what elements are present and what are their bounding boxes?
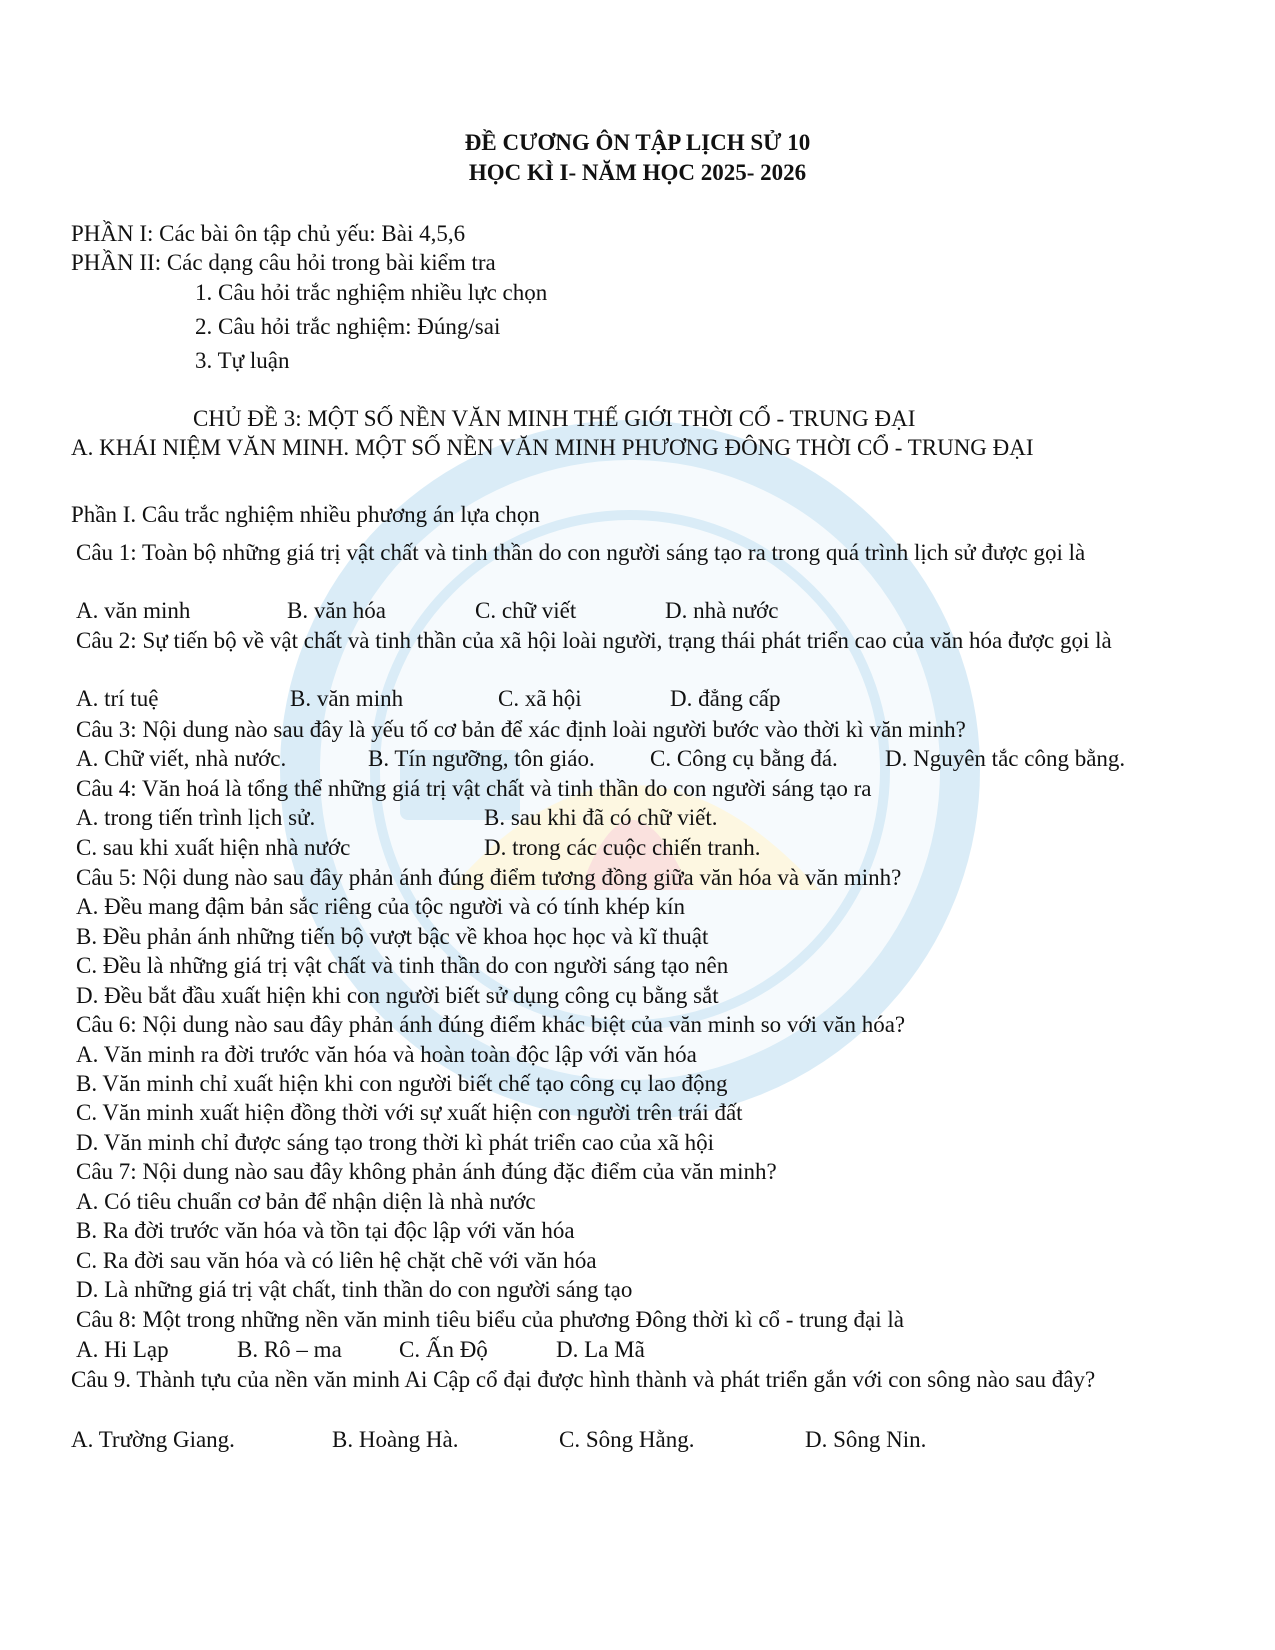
part-one-line: PHẦN I: Các bài ôn tập chủ yếu: Bài 4,5,6 bbox=[71, 221, 466, 246]
option-c: C. Văn minh xuất hiện đồng thời với sự xuất hiện con người trên trái đất bbox=[76, 1100, 743, 1125]
question-5: Câu 5: Nội dung nào sau đây phản ánh đúng điểm tương đồng giữa văn hóa và văn minh? bbox=[76, 865, 902, 890]
option-b: B. văn minh bbox=[290, 686, 404, 711]
option-b: B. Tín ngưỡng, tôn giáo. bbox=[368, 746, 595, 771]
question-4-options-row1 bbox=[0, 804, 1275, 832]
topic-heading: CHỦ ĐỀ 3: MỘT SỐ NỀN VĂN MINH THẾ GIỚI THỜI CỔ - TRUNG ĐẠI bbox=[193, 406, 916, 431]
document-title: ĐỀ CƯƠNG ÔN TẬP LỊCH SỬ 10 bbox=[464, 130, 811, 155]
option-d: D. Là những giá trị vật chất, tinh thần do con người sáng tạo bbox=[76, 1277, 633, 1302]
option-d: D. Đều bắt đầu xuất hiện khi con người biết sử dụng công cụ bằng sắt bbox=[76, 983, 719, 1008]
option-b: B. Đều phản ánh những tiến bộ vượt bậc về khoa học học và kĩ thuật bbox=[76, 924, 709, 949]
document-subtitle: HỌC KÌ I- NĂM HỌC 2025- 2026 bbox=[468, 160, 807, 185]
option-a: A. Chữ viết, nhà nước. bbox=[76, 746, 287, 771]
option-a: A. Văn minh ra đời trước văn hóa và hoàn toàn độc lập với văn hóa bbox=[76, 1042, 697, 1067]
option-c: C. chữ viết bbox=[475, 598, 577, 623]
question-8: Câu 8: Một trong những nền văn minh tiêu biểu của phương Đông thời kì cổ - trung đại là bbox=[76, 1307, 904, 1332]
option-c: C. Ra đời sau văn hóa và có liên hệ chặt chẽ với văn hóa bbox=[76, 1248, 597, 1273]
option-c: C. sau khi xuất hiện nhà nước bbox=[76, 835, 351, 860]
option-a: A. Hi Lạp bbox=[76, 1337, 169, 1362]
section-title: Phần I. Câu trắc nghiệm nhiều phương án lựa chọn bbox=[71, 502, 540, 527]
option-d: D. Văn minh chỉ được sáng tạo trong thời kì phát triển cao của xã hội bbox=[76, 1130, 715, 1155]
option-a: A. Có tiêu chuẩn cơ bản để nhận diện là nhà nước bbox=[76, 1189, 536, 1214]
option-d: D. La Mã bbox=[556, 1337, 645, 1362]
question-type-3: 3. Tự luận bbox=[195, 348, 290, 373]
question-type-2: 2. Câu hỏi trắc nghiệm: Đúng/sai bbox=[195, 314, 501, 339]
option-b: B. Hoàng Hà. bbox=[332, 1427, 459, 1452]
question-2: Câu 2: Sự tiến bộ về vật chất và tinh thần của xã hội loài người, trạng thái phát triển cao của văn hóa được gọi là bbox=[76, 628, 1112, 653]
question-9-options bbox=[0, 1426, 1275, 1454]
question-7: Câu 7: Nội dung nào sau đây không phản ánh đúng đặc điểm của văn minh? bbox=[76, 1159, 777, 1184]
option-d: D. Sông Nin. bbox=[805, 1427, 927, 1452]
option-b: B. văn hóa bbox=[287, 598, 387, 623]
option-c: C. xã hội bbox=[498, 686, 582, 711]
option-c: C. Sông Hằng. bbox=[559, 1427, 695, 1452]
question-type-1: 1. Câu hỏi trắc nghiệm nhiều lực chọn bbox=[195, 280, 548, 305]
option-a: A. Đều mang đậm bản sắc riêng của tộc người và có tính khép kín bbox=[76, 894, 686, 919]
option-d: D. trong các cuộc chiến tranh. bbox=[484, 835, 761, 860]
question-2-options bbox=[0, 685, 1275, 713]
option-a: A. văn minh bbox=[76, 598, 191, 623]
option-b: B. Ra đời trước văn hóa và tồn tại độc lập với văn hóa bbox=[76, 1218, 575, 1243]
question-1-options bbox=[0, 597, 1275, 625]
question-8-options bbox=[0, 1336, 1275, 1364]
option-c: C. Ấn Độ bbox=[399, 1337, 488, 1362]
option-d: D. Nguyên tắc công bằng. bbox=[885, 746, 1126, 771]
question-4-options-row2 bbox=[0, 834, 1275, 862]
option-d: D. đẳng cấp bbox=[670, 686, 781, 711]
question-6: Câu 6: Nội dung nào sau đây phản ánh đúng điểm khác biệt của văn minh so với văn hóa? bbox=[76, 1012, 906, 1037]
option-b: B. Văn minh chỉ xuất hiện khi con người biết chế tạo công cụ lao động bbox=[76, 1071, 728, 1096]
option-a: A. trong tiến trình lịch sử. bbox=[76, 805, 316, 830]
topic-subheading: A. KHÁI NIỆM VĂN MINH. MỘT SỐ NỀN VĂN MINH PHƯƠNG ĐÔNG THỜI CỔ - TRUNG ĐẠI bbox=[71, 435, 1034, 460]
option-b: B. Rô – ma bbox=[237, 1337, 342, 1362]
question-1: Câu 1: Toàn bộ những giá trị vật chất và tinh thần do con người sáng tạo ra trong quá trình lịch sử được gọi là bbox=[76, 540, 1086, 565]
option-a: A. Trường Giang. bbox=[71, 1427, 235, 1452]
option-a: A. trí tuệ bbox=[76, 686, 159, 711]
question-4: Câu 4: Văn hoá là tổng thể những giá trị vật chất và tinh thần do con người sáng tạo ra bbox=[76, 776, 872, 801]
option-c: C. Công cụ bằng đá. bbox=[650, 746, 838, 771]
part-two-line: PHẦN II: Các dạng câu hỏi trong bài kiểm tra bbox=[71, 250, 496, 275]
option-c: C. Đều là những giá trị vật chất và tinh thần do con người sáng tạo nên bbox=[76, 953, 729, 978]
question-9: Câu 9. Thành tựu của nền văn minh Ai Cập cổ đại được hình thành và phát triển gắn với con sông nào sau đây? bbox=[71, 1367, 1096, 1392]
question-3-options bbox=[0, 745, 1275, 773]
option-d: D. nhà nước bbox=[665, 598, 779, 623]
question-3: Câu 3: Nội dung nào sau đây là yếu tố cơ bản để xác định loài người bước vào thời kì văn minh? bbox=[76, 717, 966, 742]
option-b: B. sau khi đã có chữ viết. bbox=[484, 805, 718, 830]
